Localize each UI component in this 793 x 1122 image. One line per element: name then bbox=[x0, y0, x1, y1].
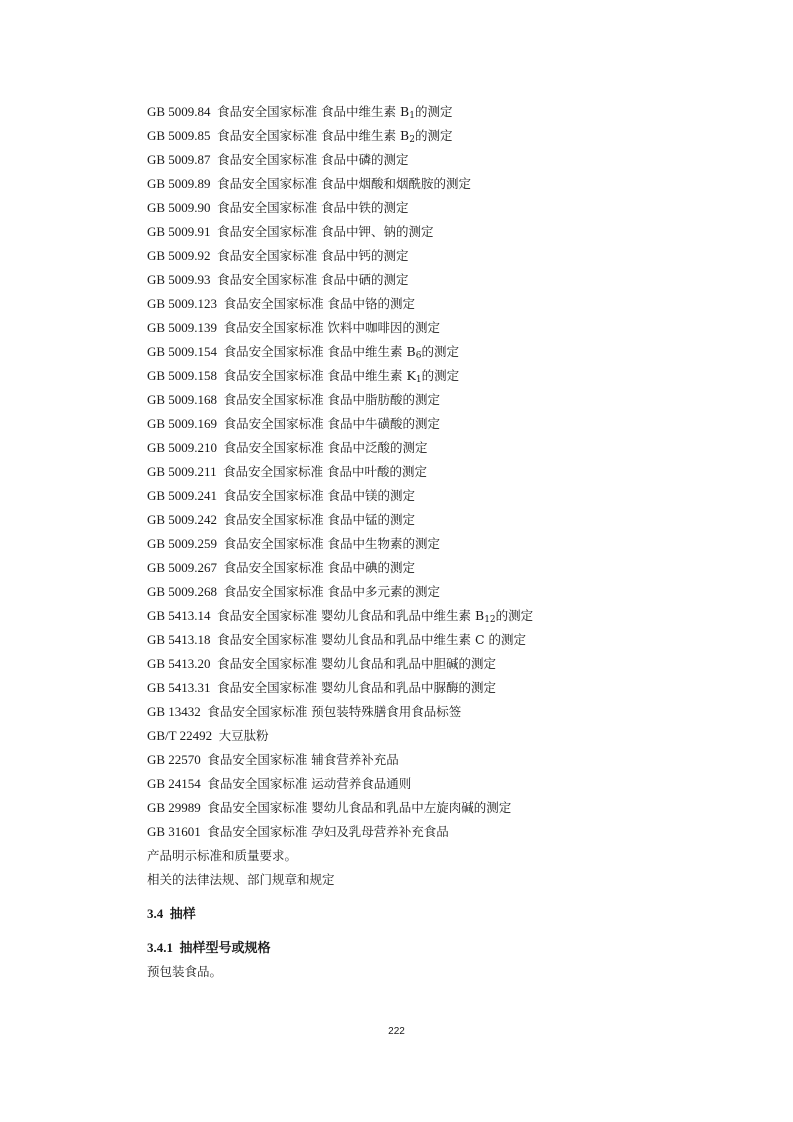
standard-item bbox=[147, 820, 747, 844]
standard-item bbox=[147, 340, 747, 364]
standard-subscript: 1 bbox=[409, 111, 415, 121]
standard-item bbox=[147, 700, 747, 724]
standard-item bbox=[147, 316, 747, 340]
standard-item bbox=[147, 220, 747, 244]
standard-code: GB 5009.169 bbox=[147, 416, 218, 431]
standard-item bbox=[147, 268, 747, 292]
standard-subscript: 6 bbox=[415, 351, 422, 361]
standard-title: 食品安全国家标准 婴幼儿食品和乳品中维生素 B bbox=[217, 608, 485, 623]
standard-code: GB 5009.241 bbox=[147, 488, 218, 503]
standard-item bbox=[147, 460, 747, 484]
standard-code: GB 5413.31 bbox=[147, 680, 211, 695]
standard-title: 食品安全国家标准 食品中铁的测定 bbox=[217, 200, 409, 215]
standard-code: GB 5009.123 bbox=[147, 296, 218, 311]
standard-title: 食品安全国家标准 食品中碘的测定 bbox=[223, 560, 416, 575]
standard-title-tail: 的测定 bbox=[495, 608, 534, 623]
standard-item bbox=[147, 364, 747, 388]
standard-title: 食品安全国家标准 食品中脂肪酸的测定 bbox=[223, 392, 441, 407]
standard-title: 食品安全国家标准 孕妇及乳母营养补充食品 bbox=[207, 824, 449, 839]
standard-code: GB 5009.84 bbox=[147, 104, 211, 119]
standard-title: 食品安全国家标准 食品中维生素 B bbox=[217, 128, 410, 143]
standard-code: GB 5009.267 bbox=[147, 560, 218, 575]
standard-title: 食品安全国家标准 辅食营养补充品 bbox=[207, 752, 399, 767]
standard-title: 食品安全国家标准 婴幼儿食品和乳品中脲酶的测定 bbox=[217, 680, 497, 695]
standard-title: 大豆肽粉 bbox=[218, 728, 269, 743]
standard-title: 食品安全国家标准 食品中钾、钠的测定 bbox=[217, 224, 434, 239]
subsection-heading bbox=[147, 936, 271, 961]
standard-title: 食品安全国家标准 食品中镁的测定 bbox=[223, 488, 416, 503]
standard-code: GB 5009.92 bbox=[147, 248, 211, 263]
standard-item bbox=[147, 196, 747, 220]
standard-item bbox=[147, 748, 747, 772]
standard-code: GB/T 22492 bbox=[147, 728, 213, 743]
standard-item bbox=[147, 532, 747, 556]
standard-code: GB 5009.168 bbox=[147, 392, 218, 407]
standard-item bbox=[147, 580, 747, 604]
standard-code: GB 5009.139 bbox=[147, 320, 218, 335]
page-number: 222 bbox=[388, 1026, 405, 1037]
standard-item bbox=[147, 772, 747, 796]
standard-title: 食品安全国家标准 婴幼儿食品和乳品中左旋肉碱的测定 bbox=[207, 800, 512, 815]
standard-item bbox=[147, 508, 747, 532]
section-title: 抽样 bbox=[169, 907, 196, 922]
standard-code: GB 5009.91 bbox=[147, 224, 211, 239]
standard-code: GB 5413.20 bbox=[147, 656, 211, 671]
standard-item bbox=[147, 484, 747, 508]
standard-code: GB 5009.93 bbox=[147, 272, 211, 287]
standard-item bbox=[147, 412, 747, 436]
standard-title: 食品安全国家标准 婴幼儿食品和乳品中维生素 C 的测定 bbox=[217, 632, 527, 647]
standard-code: GB 5413.18 bbox=[147, 632, 211, 647]
standard-title: 食品安全国家标准 食品中维生素 B bbox=[217, 104, 410, 119]
section-heading bbox=[147, 902, 196, 927]
standard-code: GB 5009.210 bbox=[147, 440, 218, 455]
standard-code: GB 5009.87 bbox=[147, 152, 211, 167]
standard-item bbox=[147, 292, 747, 316]
standard-title: 食品安全国家标准 食品中锰的测定 bbox=[223, 512, 416, 527]
standard-subscript: 2 bbox=[409, 135, 415, 145]
standard-code: GB 5009.259 bbox=[147, 536, 218, 551]
standard-title-tail: 的测定 bbox=[421, 368, 460, 383]
standard-code: GB 31601 bbox=[147, 824, 201, 839]
standard-code: GB 5009.85 bbox=[147, 128, 211, 143]
extra-line-product-standard: 产品明示标准和质量要求。 bbox=[147, 848, 298, 863]
standard-item bbox=[147, 724, 747, 748]
standard-code: GB 5009.154 bbox=[147, 344, 218, 359]
standard-code: GB 5009.268 bbox=[147, 584, 218, 599]
standard-title: 食品安全国家标准 食品中钙的测定 bbox=[217, 248, 409, 263]
standard-subscript: 12 bbox=[484, 615, 496, 625]
standard-item bbox=[147, 172, 747, 196]
standard-item bbox=[147, 652, 747, 676]
standard-title: 食品安全国家标准 食品中生物素的测定 bbox=[223, 536, 441, 551]
standard-code: GB 5009.211 bbox=[147, 464, 217, 479]
standard-item bbox=[147, 676, 747, 700]
standard-title: 食品安全国家标准 食品中烟酸和烟酰胺的测定 bbox=[217, 176, 472, 191]
extra-line-regulations: 相关的法律法规、部门规章和规定 bbox=[147, 872, 335, 887]
standard-code: GB 5009.158 bbox=[147, 368, 218, 383]
standard-code: GB 5009.90 bbox=[147, 200, 211, 215]
standard-title-tail: 的测定 bbox=[414, 104, 453, 119]
standard-code: GB 24154 bbox=[147, 776, 201, 791]
standard-item bbox=[147, 628, 747, 652]
standard-item bbox=[147, 100, 747, 124]
standard-item bbox=[147, 436, 747, 460]
standard-code: GB 29989 bbox=[147, 800, 201, 815]
subsection-title: 抽样型号或规格 bbox=[179, 941, 271, 956]
standard-item bbox=[147, 244, 747, 268]
standard-title: 食品安全国家标准 食品中牛磺酸的测定 bbox=[223, 416, 441, 431]
standard-title: 食品安全国家标准 婴幼儿食品和乳品中胆碱的测定 bbox=[217, 656, 497, 671]
standard-title: 食品安全国家标准 运动营养食品通则 bbox=[207, 776, 412, 791]
standard-code: GB 5413.14 bbox=[147, 608, 211, 623]
standard-title-tail: 的测定 bbox=[421, 344, 459, 359]
standard-title: 食品安全国家标准 食品中维生素 B bbox=[223, 344, 416, 359]
standard-title: 食品安全国家标准 食品中泛酸的测定 bbox=[223, 440, 428, 455]
standard-title: 食品安全国家标准 食品中维生素 K bbox=[223, 368, 416, 383]
standard-code: GB 13432 bbox=[147, 704, 201, 719]
standard-item bbox=[147, 124, 747, 148]
standard-code: GB 22570 bbox=[147, 752, 201, 767]
standard-title: 食品安全国家标准 食品中磷的测定 bbox=[217, 152, 409, 167]
standard-title-tail: 的测定 bbox=[414, 128, 453, 143]
subsection-number: 3.4.1 bbox=[147, 940, 173, 955]
standard-title: 食品安全国家标准 食品中多元素的测定 bbox=[223, 584, 441, 599]
standard-title: 食品安全国家标准 食品中硒的测定 bbox=[217, 272, 409, 287]
subsection-text: 预包装食品。 bbox=[147, 964, 223, 979]
standard-title: 食品安全国家标准 饮料中咖啡因的测定 bbox=[223, 320, 441, 335]
standard-title: 食品安全国家标准 食品中铬的测定 bbox=[223, 296, 416, 311]
standard-item bbox=[147, 148, 747, 172]
standard-title: 食品安全国家标准 食品中叶酸的测定 bbox=[223, 464, 428, 479]
standard-title: 食品安全国家标准 预包装特殊膳食用食品标签 bbox=[207, 704, 462, 719]
standard-item bbox=[147, 796, 747, 820]
standards-list bbox=[147, 100, 747, 844]
standard-item bbox=[147, 556, 747, 580]
standard-subscript: 1 bbox=[415, 375, 422, 385]
standard-item bbox=[147, 388, 747, 412]
standard-code: GB 5009.89 bbox=[147, 176, 211, 191]
standard-code: GB 5009.242 bbox=[147, 512, 218, 527]
standard-item bbox=[147, 604, 747, 628]
section-number: 3.4 bbox=[147, 906, 164, 921]
